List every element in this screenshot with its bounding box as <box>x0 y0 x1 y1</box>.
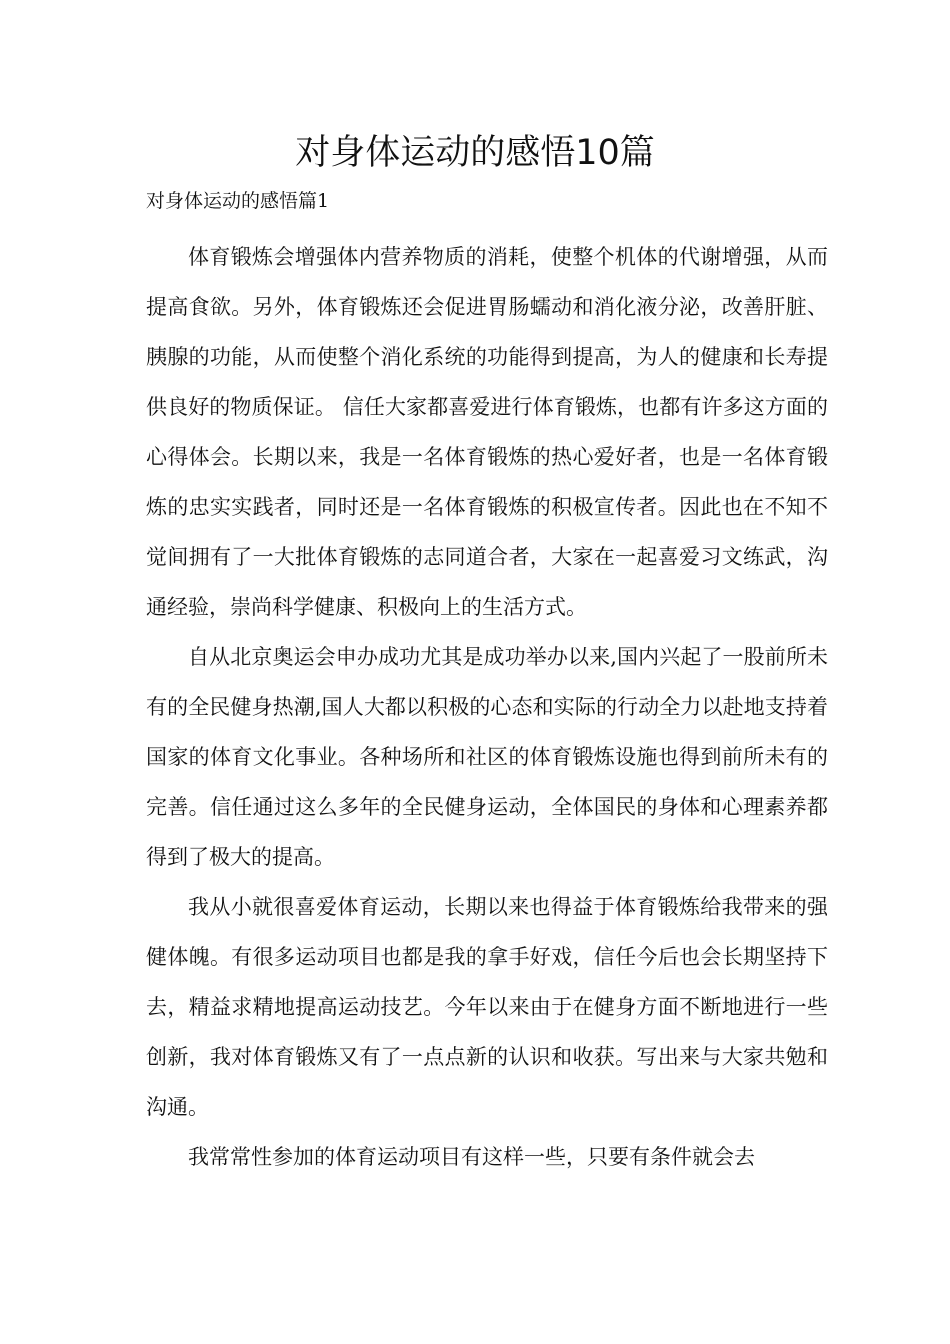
paragraph-2: 自从北京奥运会申办成功尤其是成功举办以来,国内兴起了一股前所未有的全民健身热潮,国人大都以积极的心态和实际的行动全力以赴地支持着国家的体育文化事业。各种场所和社区的体育锻炼设施也得到前所未有的完善。信任通过这么多年的全民健身运动，全体国民的身体和心理素养都得到了极大的提高。 <box>146 645 828 869</box>
document-body <box>146 232 828 1182</box>
paragraph-4: 我常常性参加的体育运动项目有这样一些，只要有条件就会去 <box>188 1145 755 1169</box>
document-title: 对身体运动的感悟10篇 <box>295 133 655 173</box>
section-heading: 对身体运动的感悟篇1 <box>146 190 330 212</box>
paragraph-3: 我从小就很喜爱体育运动，长期以来也得益于体育锻炼给我带来的强健体魄。有很多运动项目也都是我的拿手好戏，信任今后也会长期坚持下去，精益求精地提高运动技艺。今年以来由于在健身方面不断地进行一些创新，我对体育锻炼又有了一点点新的认识和收获。写出来与大家共勉和沟通。 <box>146 895 828 1119</box>
paragraph-1: 体育锻炼会增强体内营养物质的消耗，使整个机体的代谢增强，从而提高食欲。另外，体育锻炼还会促进胃肠蠕动和消化液分泌，改善肝脏、胰腺的功能，从而使整个消化系统的功能得到提高，为人的健康和长寿提供良好的物质保证。 信任大家都喜爱进行体育锻炼，也都有许多这方面的心得体会。长期以来，我是一名体育锻炼的热心爱好者，也是一名体育锻炼的忠实实践者，同时还是一名体育锻炼的积极宣传者。因此也在不知不觉间拥有了一大批体育锻炼的志同道合者，大家在一起喜爱习文练武，沟通经验，崇尚科学健康、积极向上的生活方式。 <box>146 245 828 619</box>
